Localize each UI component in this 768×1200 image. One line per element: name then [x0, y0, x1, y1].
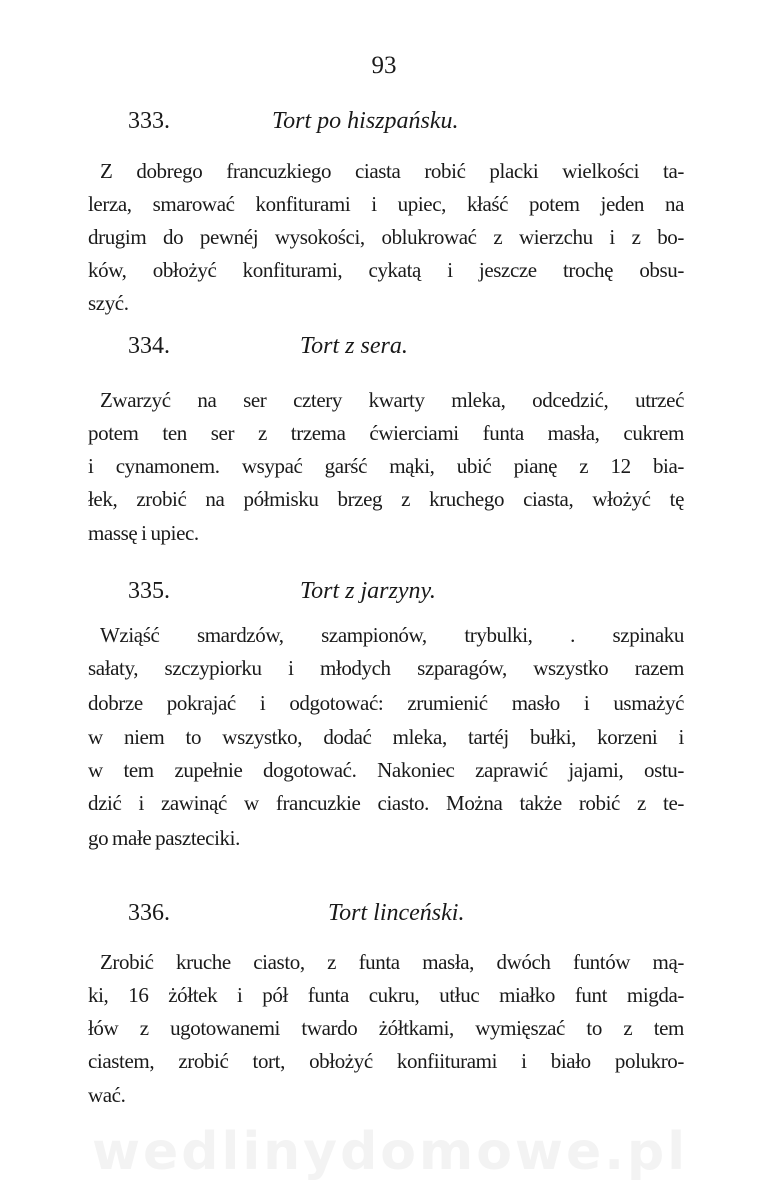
text-line: sałaty, szczypiorku i młodych szparagów, wszystko razem	[88, 656, 684, 680]
watermark: wedlinydomowe.pl	[91, 1122, 689, 1182]
text-line: massę i upiec.	[88, 521, 199, 545]
recipe-title: Tort linceński.	[328, 900, 465, 926]
text-line: Z dobrego francuzkiego ciasta robić placki wielkości ta-	[100, 159, 684, 183]
text-line: i cynamonem. wsypać garść mąki, ubić pianę z 12 bia-	[88, 454, 684, 478]
text-line: go małe paszteciki.	[88, 826, 240, 850]
text-line: ki, 16 żółtek i pół funta cukru, utłuc miałko funt migda-	[88, 983, 684, 1007]
page-number: 93	[371, 52, 397, 79]
recipe-title: Tort z jarzyny.	[300, 578, 436, 604]
recipe-number: 335.	[128, 578, 170, 604]
text-line: dobrze pokrajać i odgotować: zrumienić masło i usmażyć	[88, 691, 684, 715]
text-line: ków, obłożyć konfiturami, cykatą i jeszcze trochę obsu-	[88, 258, 684, 282]
text-line: drugim do pewnéj wysokości, oblukrować z wierzchu i z bo-	[88, 225, 684, 249]
recipe-number: 334.	[128, 333, 170, 359]
text-line: w niem to wszystko, dodać mleka, tartéj bułki, korzeni i	[88, 725, 684, 749]
text-line: łów z ugotowanemi twardo żółtkami, wymięszać to z tem	[88, 1016, 684, 1040]
recipe-heading	[0, 578, 768, 608]
recipe-number: 336.	[128, 900, 170, 926]
recipe-title: Tort po hiszpańsku.	[272, 108, 459, 134]
text-line: Zwarzyć na ser cztery kwarty mleka, odcedzić, utrzeć	[100, 388, 684, 412]
text-line: wać.	[88, 1083, 126, 1107]
text-line: potem ten ser z trzema ćwierciami funta masła, cukrem	[88, 421, 684, 445]
text-line: łek, zrobić na półmisku brzeg z kruchego ciasta, włożyć tę	[88, 487, 684, 511]
text-line: w tem zupełnie dogotować. Nakoniec zaprawić jajami, ostu-	[88, 758, 684, 782]
recipe-heading	[0, 900, 768, 930]
recipe-number: 333.	[128, 108, 170, 134]
text-line: szyć.	[88, 291, 129, 315]
recipe-heading	[0, 333, 768, 363]
text-line: Wziąść smardzów, szampionów, trybulki, . szpinaku	[100, 623, 684, 647]
recipe-title: Tort z sera.	[300, 333, 408, 359]
text-line: Zrobić kruche ciasto, z funta masła, dwóch funtów mą-	[100, 950, 684, 974]
text-line: ciastem, zrobić tort, obłożyć konfiiturami i biało polukro-	[88, 1049, 684, 1073]
text-line: dzić i zawinąć w francuzkie ciasto. Można także robić z te-	[88, 791, 684, 815]
recipe-heading	[0, 108, 768, 138]
text-line: lerza, smarować konfiturami i upiec, kłaść potem jeden na	[88, 192, 684, 216]
